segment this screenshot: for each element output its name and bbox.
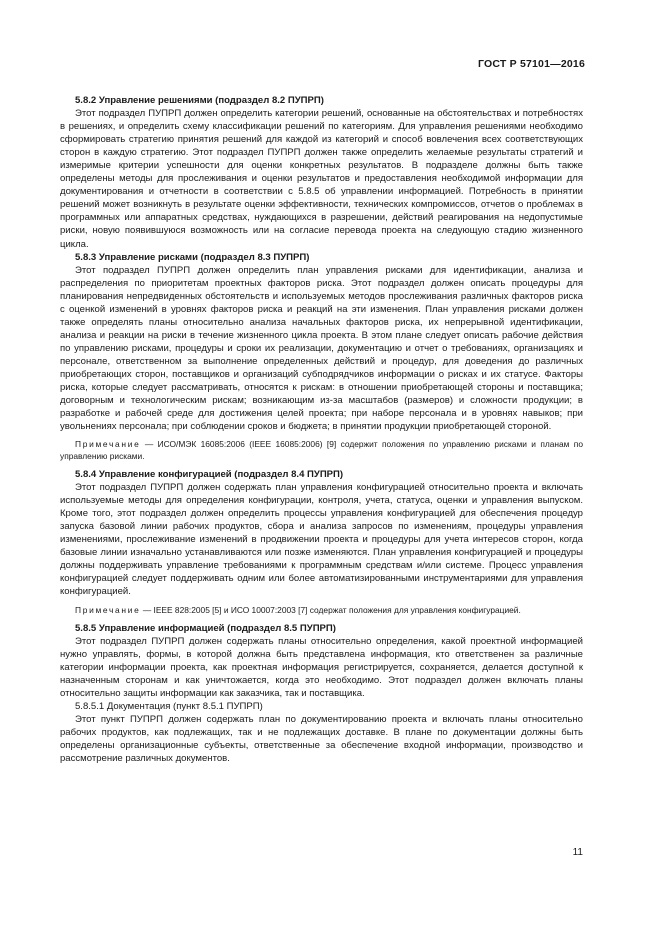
note-label: Примечание [75, 604, 141, 615]
page-number: 11 [572, 847, 583, 858]
section-heading-5-8-3: 5.8.3 Управление рисками (подраздел 8.3 ПУПРП) [75, 251, 310, 263]
section-heading-5-8-2: 5.8.2 Управление решениями (подраздел 8.2 ПУПРП) [75, 95, 324, 106]
note-configuration-management [60, 605, 583, 616]
note-text: — ИСО/МЭК 16085:2006 (IEEE 16085:2006) [9] содержит положения по управлению рисками и планам по управлению рисками. [60, 439, 584, 461]
section-heading-5-8-5: 5.8.5 Управление информацией (подраздел 8.5 ПУПРП) [75, 622, 336, 634]
paragraph-information-management: Этот подраздел ПУПРП должен содержать планы относительно определения, какой проектной информацией нужно управлять, формы, в которой должна быть представлена информация, кто ответственен за различные категории информации проекта, как проектная информация регистрируется, сохраняется, делается доступной к назначенным сторонам и как уничтожается, когда это необходимо. Этот подраздел должен включать планы относительно защиты информации как заказчика, так и поставщика. [60, 635, 583, 700]
paragraph-documentation: Этот пункт ПУПРП должен содержать план по документированию проекта и включать планы относительно рабочих продуктов, как подлежащих, так и не подлежащих доставке. В плане по документации должны быть определены организационные субъекты, ответственные за обеспечение входной информации, производство и рассмотрение различных документов. [60, 714, 583, 765]
subsection-heading-5-8-5-1: 5.8.5.1 Документация (пункт 8.5.1 ПУПРП) [75, 701, 263, 713]
note-label: Примечание [75, 439, 141, 450]
note-risk-management [60, 439, 583, 462]
section-heading-5-8-4: 5.8.4 Управление конфигурацией (подраздел 8.4 ПУПРП) [75, 469, 344, 481]
note-text: — IEEE 828:2005 [5] и ИСО 10007:2003 [7] содержат положения для управления конфигурацией. [142, 604, 521, 615]
paragraph-risk-management: Этот подраздел ПУПРП должен определить план управления рисками для идентификации, анализа и распределения по приоритетам проектных факторов риска. Этот подраздел должен описать процедуры для планирования непредвиденных обстоятельств и используемых методов прослеживания различных факторов риска с оценкой изменений в уровнях факторов риска и реакций на эти изменения. План управления рисками должен также определять планы относительно анализа начальных факторов риска, их непрерывной идентификации, анализа и реакции на риски в течение жизненного цикла проекта. В этом плане следует описать рабочие действия по управлению рисками, процедуры и сроки их реализации, документацию и отчет о требованиях, организациях и персонале, ответственном за выполнение определенных действий и процедур, для доведения до различных приобретающих сторон, поставщиков и организаций субподрядчиков информации о рисках и их статусе. Факторы риска, которые следует рассматривать, относятся к рискам: в отношении приобретающей стороны и поставщика; договорным и технологическим рискам; возникающим из-за масштабов (размеров) и сложности продукции; в разработке и рабочей среде для достижения целей проекта; при наборе персонала и в уровнях навыков; при увольнениях персонала; при соблюдении сроков и бюджета; в принятии продукции приобретающей стороной. [60, 264, 583, 433]
standard-code-header: ГОСТ Р 57101—2016 [477, 58, 585, 70]
paragraph-decision-management: Этот подраздел ПУПРП должен определить категории решений, основанные на обстоятельствах и потребностях в решениях, и определить схему классификации решений по категориям. Для управления решениями необходимо сформировать стратегию принятия решений для каждой из категорий и способ вовлечения всех соответствующих сторон в каждую стратегию. Этот подраздел ПУПРП должен также определить желаемые результаты стратегий и измеримые критерии успешности для оценки конкретных результатов. В подразделе должны быть также определены методы для прослеживания и оценки результатов и предоставления необходимой информации для документирования и отчетности в соответствии с 5.8.5 об управлении информацией. Потребность в принятии решений может возникнуть в результате оценки эффективности, технических компромиссов, отчетов о проблемах в программных или аппаратных средствах, нуждающихся в разрешении, действий реагирования на недопустимые риски, новую появившуюся возможность или на согласие перевода проекта на следующую стадию жизненного цикла. [60, 108, 583, 250]
document-body [60, 94, 583, 765]
paragraph-configuration-management: Этот подраздел ПУПРП должен содержать план управления конфигурацией относительно проекта и включать используемые методы для определения конфигурации, контроля, учета, статуса, оценки и управления выпуском. Кроме того, этот подраздел должен определить процессы управления конфигурацией для обеспечения процедур запуска базовой линии рабочих продуктов, сбора и анализа запросов по изменениям, процедуры управления изменениями, прослеживание изменений в продвижении проекта и процедуры для учета интересов сторон, когда базовые линии изначально устанавливаются или позже изменяются. План управления конфигурацией и процедуры должны поддерживать управление требованиями к программным средствам и/или системе. Процесс управления конфигурацией следует поддерживать одним или более автоматизированными инструментариями для управления конфигурацией. [60, 482, 583, 598]
